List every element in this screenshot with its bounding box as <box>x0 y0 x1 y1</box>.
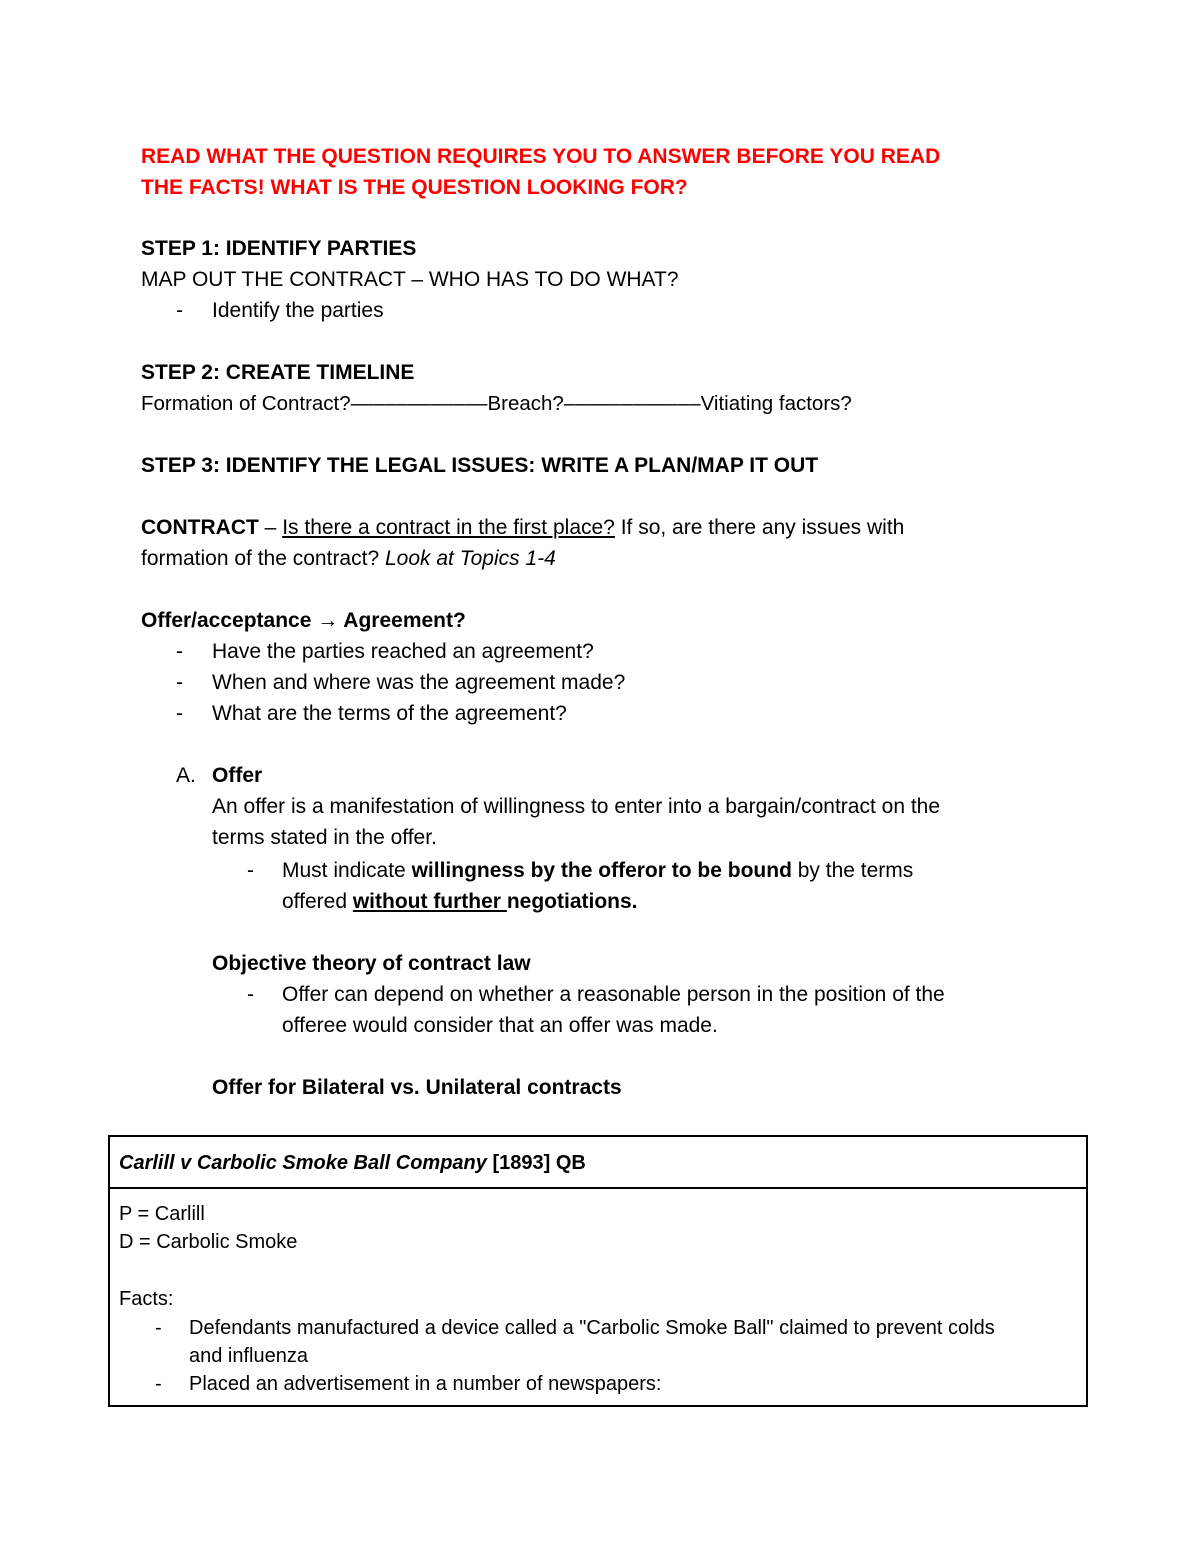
step1-subtitle: MAP OUT THE CONTRACT – WHO HAS TO DO WHAT? <box>141 268 679 291</box>
bullet-marker: - <box>176 671 183 694</box>
case-title <box>119 1149 586 1177</box>
bullet-marker: - <box>176 299 183 322</box>
step3-title: STEP 3: IDENTIFY THE LEGAL ISSUES: WRITE A PLAN/MAP IT OUT <box>141 454 819 477</box>
contract-dash: – <box>258 516 283 539</box>
offer-marker: A. <box>176 764 196 787</box>
timeline: Formation of Contract?––––––––––––Breach?––––––––––––Vitiating factors? <box>141 392 852 415</box>
offer-bullet-line-1 <box>282 855 913 886</box>
agreement-bullet: What are the terms of the agreement? <box>212 702 567 725</box>
bullet-marker: - <box>247 983 254 1006</box>
agreement-title: Offer/acceptance → Agreement? <box>141 609 466 632</box>
case-fact-2: Placed an advertisement in a number of newspapers: <box>189 1373 662 1395</box>
bullet-marker: - <box>176 702 183 725</box>
offer-bullet-negotiations: negotiations. <box>506 890 638 913</box>
bullet-marker: - <box>155 1373 162 1395</box>
offer-bullet-line2-pre: offered <box>282 890 353 913</box>
offer-bullet-post: by the terms <box>791 859 914 882</box>
step2-title: STEP 2: CREATE TIMELINE <box>141 361 415 384</box>
bullet-marker: - <box>247 859 254 882</box>
case-facts-label: Facts: <box>119 1288 174 1310</box>
offer-title: Offer <box>212 764 263 787</box>
case-plaintiff: P = Carlill <box>119 1203 205 1225</box>
agreement-bullet: When and where was the agreement made? <box>212 671 626 694</box>
offer-bullet-line-2 <box>282 886 638 917</box>
offer-bullet-bold: willingness by the offeror to be bound <box>411 859 792 882</box>
case-defendant: D = Carbolic Smoke <box>119 1231 298 1253</box>
contract-line-2 <box>141 543 556 574</box>
contract-question: Is there a contract in the first place? <box>282 516 615 539</box>
header-line-1: READ WHAT THE QUESTION REQUIRES YOU TO ANSWER BEFORE YOU READ <box>141 145 941 168</box>
contract-line-1 <box>141 512 904 543</box>
case-table <box>108 1135 1088 1407</box>
offer-bullet-emphasis: without further <box>352 890 507 913</box>
offer-definition-2: terms stated in the offer. <box>212 826 437 849</box>
header-line-2: THE FACTS! WHAT IS THE QUESTION LOOKING FOR? <box>141 176 688 199</box>
agreement-bullet: Have the parties reached an agreement? <box>212 640 594 663</box>
step1-bullet: Identify the parties <box>212 299 384 322</box>
objective-line-2: offeree would consider that an offer was made. <box>282 1014 718 1037</box>
offer-definition-1: An offer is a manifestation of willingness to enter into a bargain/contract on the <box>212 795 941 818</box>
case-citation: [1893] QB <box>486 1152 586 1174</box>
contract-label: CONTRACT <box>141 516 259 539</box>
step1-title: STEP 1: IDENTIFY PARTIES <box>141 237 417 260</box>
bilateral-title: Offer for Bilateral vs. Unilateral contracts <box>212 1076 622 1099</box>
case-name: Carlill v Carbolic Smoke Ball Company <box>119 1152 487 1174</box>
offer-bullet-pre: Must indicate <box>282 859 412 882</box>
case-fact-1-line-1: Defendants manufactured a device called a "Carbolic Smoke Ball" claimed to prevent colds <box>189 1317 995 1339</box>
contract-rest: If so, are there any issues with <box>614 516 905 539</box>
bullet-marker: - <box>176 640 183 663</box>
bullet-marker: - <box>155 1317 162 1339</box>
objective-line-1: Offer can depend on whether a reasonable person in the position of the <box>282 983 945 1006</box>
topics-reference: Look at Topics 1-4 <box>384 547 556 570</box>
case-fact-1-line-2: and influenza <box>189 1345 308 1367</box>
objective-title: Objective theory of contract law <box>212 952 531 975</box>
contract-line2-text: formation of the contract? <box>141 547 385 570</box>
case-table-header <box>110 1137 1086 1189</box>
